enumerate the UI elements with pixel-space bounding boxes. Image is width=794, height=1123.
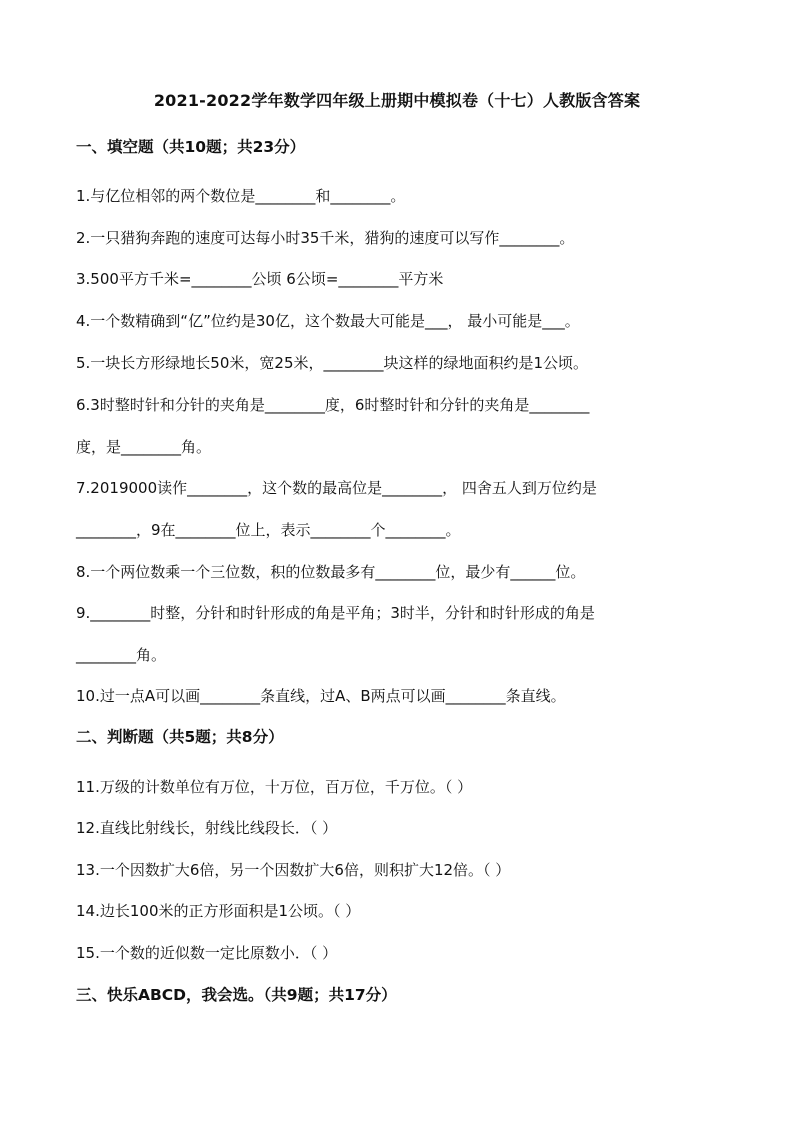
question-2: 2.一只猎狗奔跑的速度可达每小时35千米，猎狗的速度可以写作________。 <box>76 229 575 247</box>
question-9-line-1: 9.________时整，分针和时针形成的角是平角；3时半，分针和时针形成的角是 <box>76 604 595 622</box>
question-6-line-2: 度，是________角。 <box>76 438 212 456</box>
question-7-line-2: ________，9在________位上，表示________个________。 <box>76 521 461 539</box>
question-12: 12.直线比射线长，射线比线段长．（ ） <box>76 819 338 837</box>
question-4: 4.一个数精确到“亿”位约是30亿，这个数最大可能是___， 最小可能是___。 <box>76 312 580 330</box>
question-1: 1.与亿位相邻的两个数位是________和________。 <box>76 187 406 205</box>
section-heading-true-false: 二、判断题（共5题；共8分） <box>76 728 284 746</box>
question-14: 14.边长100米的正方形面积是1公顷。（ ） <box>76 902 361 920</box>
question-5: 5.一块长方形绿地长50米，宽25米，________块这样的绿地面积约是1公顷。 <box>76 354 589 372</box>
question-8: 8.一个两位数乘一个三位数，积的位数最多有________位，最少有______位。 <box>76 563 586 581</box>
question-7-line-1: 7.2019000读作________，这个数的最高位是________， 四舍五人到万位约是 <box>76 479 597 497</box>
section-heading-multiple-choice: 三、快乐ABCD，我会选。（共9题；共17分） <box>76 986 397 1004</box>
question-11: 11.万级的计数单位有万位，十万位，百万位，千万位。（ ） <box>76 778 473 796</box>
document-title: 2021-2022学年数学四年级上册期中模拟卷（十七）人教版含答案 <box>153 91 641 110</box>
question-10: 10.过一点A可以画________条直线，过A、B两点可以画________条直线。 <box>76 687 566 705</box>
question-3: 3.500平方千米=________公顷 6公顷=________平方米 <box>76 270 444 288</box>
question-13: 13.一个因数扩大6倍，另一个因数扩大6倍，则积扩大12倍。（ ） <box>76 861 511 879</box>
question-15: 15.一个数的近似数一定比原数小．（ ） <box>76 944 338 962</box>
question-9-line-2: ________角。 <box>76 646 167 664</box>
question-6-line-1: 6.3时整时针和分针的夹角是________度，6时整时针和分针的夹角是________ <box>76 396 590 414</box>
section-heading-fill-blank: 一、填空题（共10题；共23分） <box>76 138 306 156</box>
